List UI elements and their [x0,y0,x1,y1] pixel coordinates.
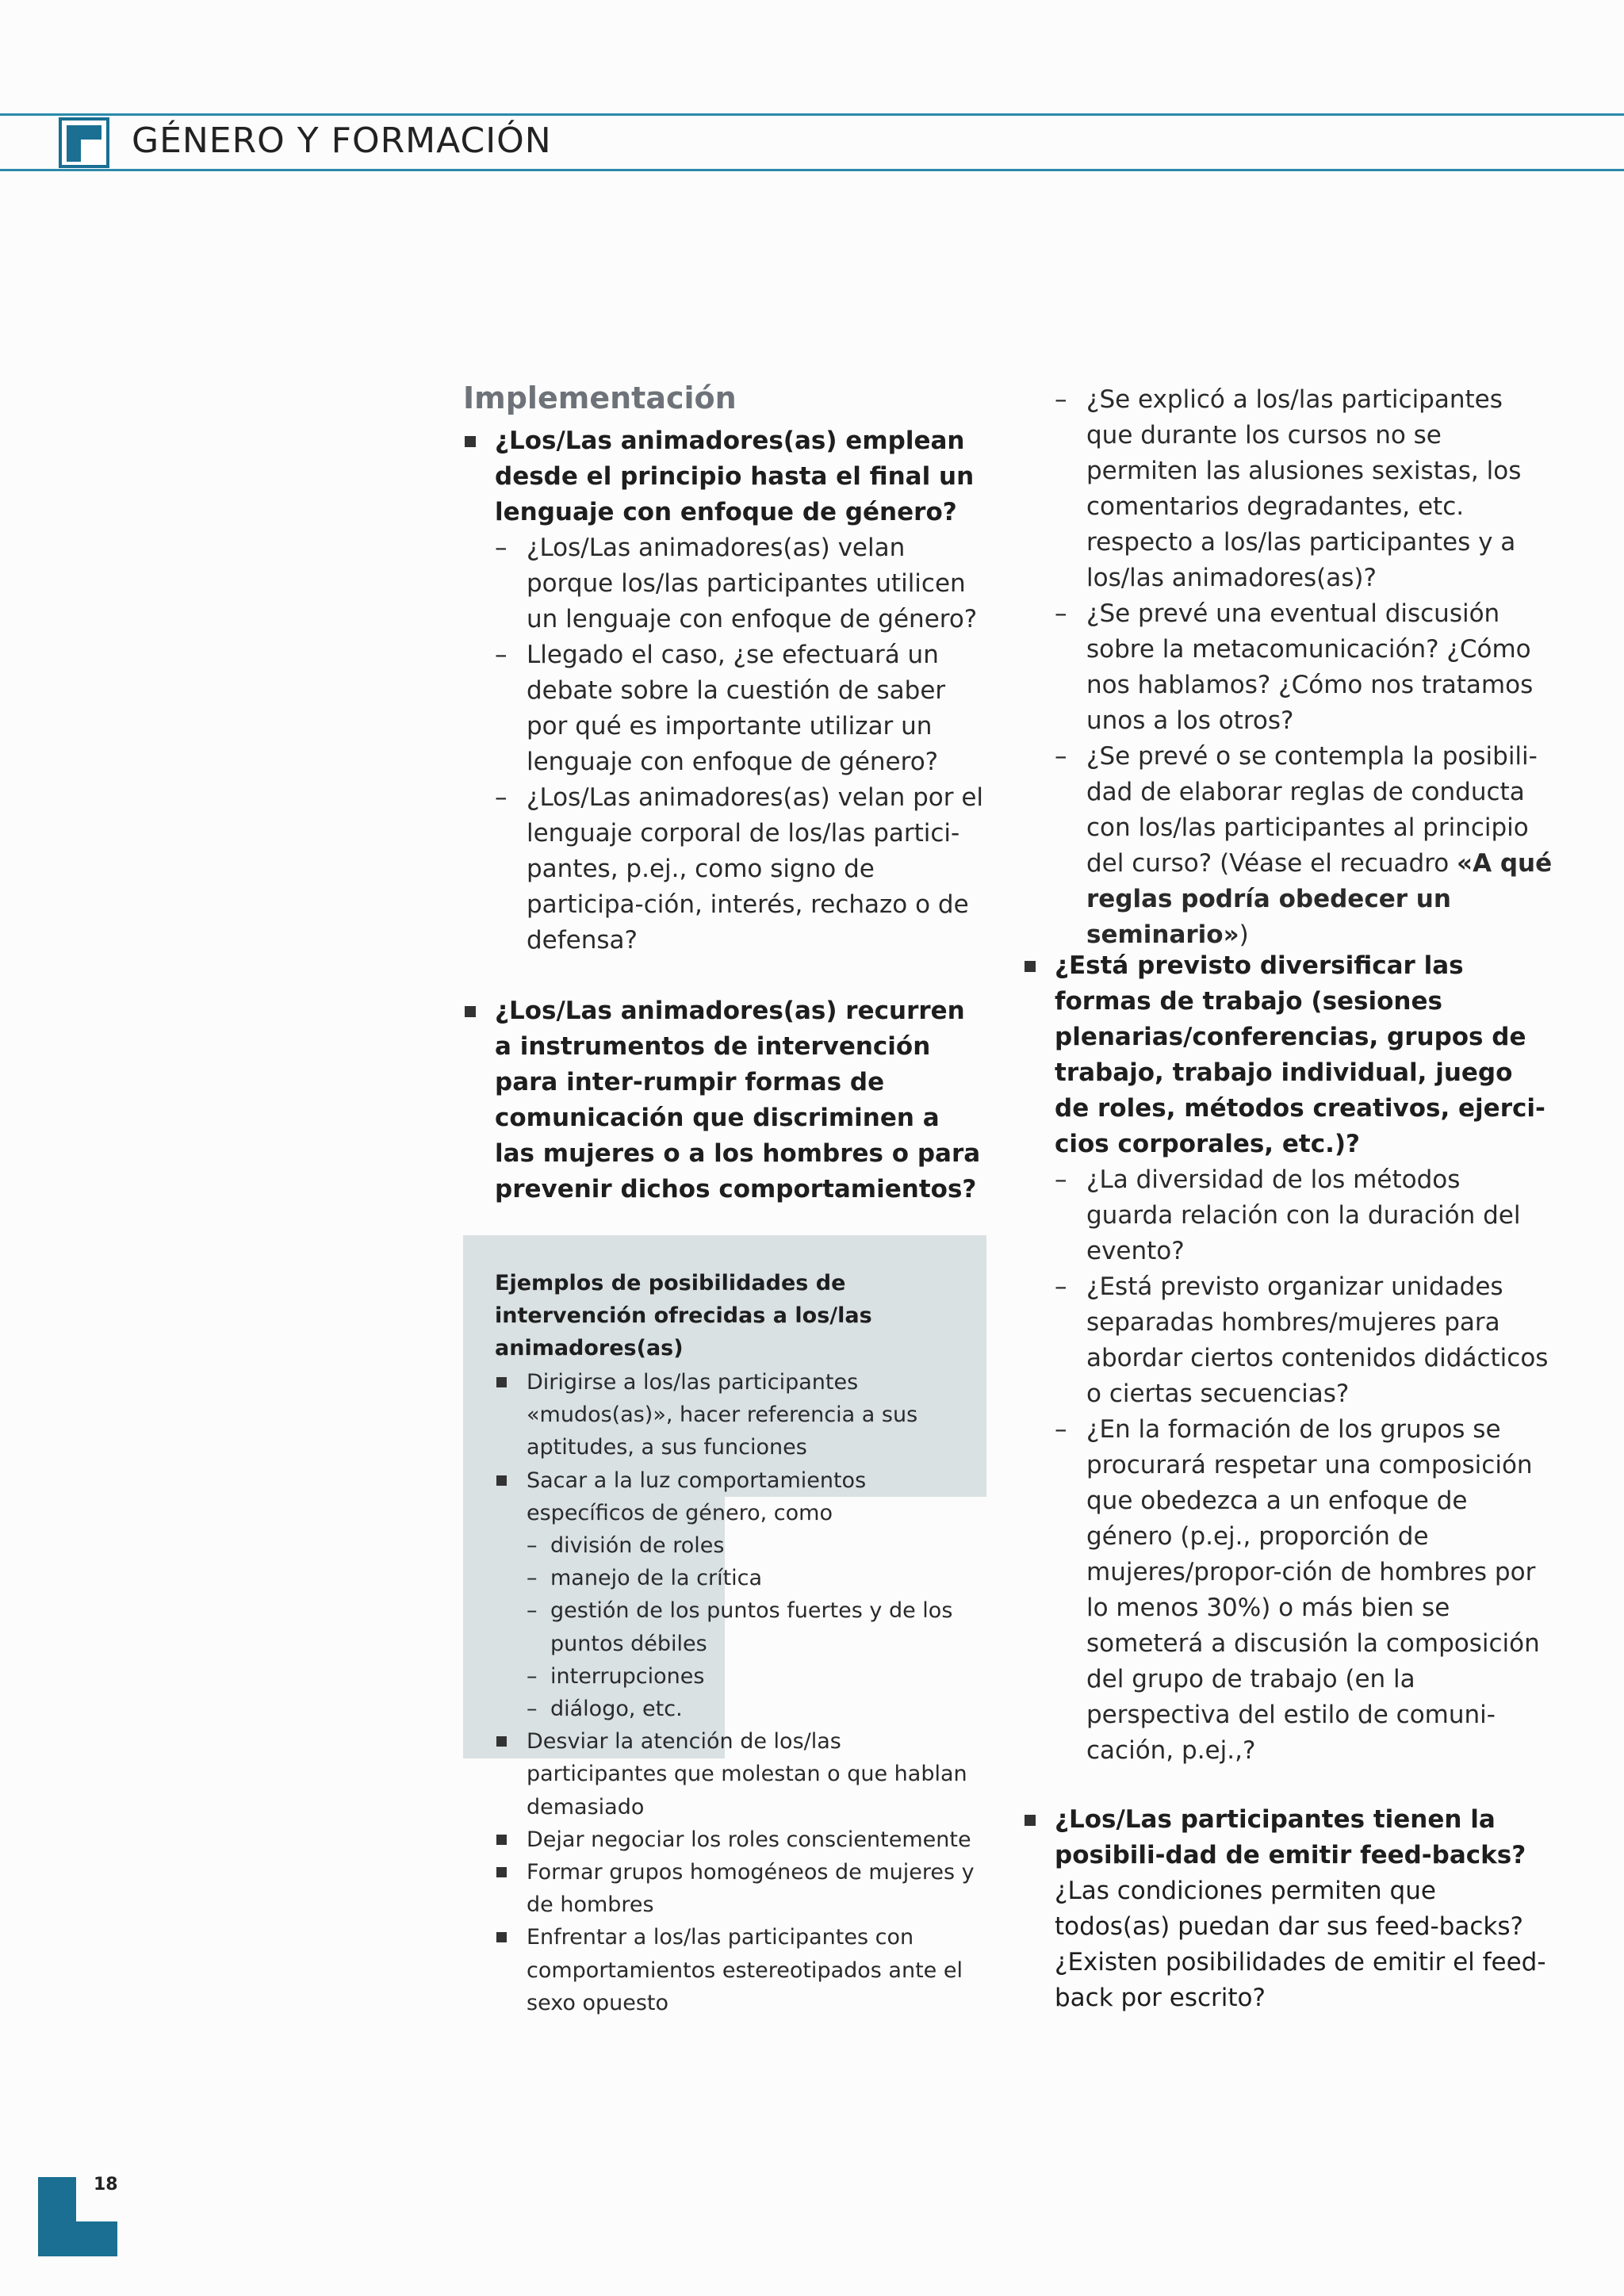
examples-title: Ejemplos de posibilidades de intervención ofrecidas a los/las animadores(as) [495,1271,872,1360]
list-item [495,637,986,780]
section-logo-icon [59,117,109,168]
example-subitem-text: división de roles [550,1533,725,1559]
dash-icon: – [1055,385,1067,414]
list-item-text: ¿En la formación de los grupos se procurará respetar una composición que obedezca a un enfoque de género (p.ej., proporción de mujeres/propor-ción de hombres por lo menos 30%) o más bien se someterá a discusión la composición del grupo de trabajo (en la perspectiva del estilo de comuni-cación, p.ej.,? [1086,1415,1540,1765]
paragraph-text: ¿Las condiciones permiten que todos(as) puedan dar sus feed-backs? [1055,1877,1523,1941]
example-subitem [495,1693,979,1725]
dash-icon: – [495,534,508,562]
example-subitem [495,1562,979,1594]
dash-icon: – [1055,1272,1067,1301]
example-subitem-text: manejo de la crítica [550,1566,763,1591]
example-item-text: Dirigirse a los/las participantes «mudos(as)», hacer referencia a sus aptitudes, a sus funciones [527,1370,918,1460]
header-rule-bottom [0,169,1624,171]
example-item [495,1464,979,1529]
example-item-text: Enfrentar a los/las participantes con comportamientos estereotipados ante el sexo opuesto [527,1925,963,2015]
square-bullet-icon [496,1736,507,1747]
list-item-text: ¿Se prevé o se contempla la posibili-dad de elaborar reglas de conducta con los/las participantes al principio del curso? (Véase el recuadro [1086,742,1538,878]
section-heading: Implementación [463,381,737,415]
dash-icon: – [527,1566,538,1591]
example-subitem-text: interrupciones [550,1663,705,1689]
example-item-text: Sacar a la luz comportamientos específicos de género, como [527,1468,867,1525]
example-item-text: Desviar la atención de los/las participantes que molestan o que hablan demasiado [527,1729,967,1820]
question-block [463,423,986,959]
square-bullet-icon [496,1835,507,1845]
list-item-text: Llegado el caso, ¿se efectuará un debate sobre la cuestión de saber por qué es importante utilizar un lenguaje con enfoque de género? [527,641,946,776]
question-block [1023,1802,1554,2016]
square-bullet-icon [496,1377,507,1387]
dash-icon: – [495,641,508,669]
list-item-text: ¿Los/Las animadores(as) velan porque los/las participantes utilicen un lenguaje con enfoque de género? [527,534,978,633]
dash-icon: – [1055,599,1067,628]
header-title: GÉNERO Y FORMACIÓN [132,121,552,161]
example-item [495,1856,979,1921]
square-bullet-icon [1025,961,1036,972]
list-item-text: ¿Los/Las animadores(as) velan por el lenguaje corporal de los/las partici-pantes, p.ej., como signo de participa-ción, interés, rechazo o de defensa? [527,783,984,955]
list-item [1055,1412,1554,1769]
example-item [495,1823,979,1856]
dash-icon: – [495,783,508,812]
list-item-text: ¿Está previsto organizar unidades separadas hombres/mujeres para abordar ciertos contenidos didácticos o ciertas secuencias? [1086,1272,1549,1408]
paragraph-text: ¿Existen posibilidades de emitir el feed-back por escrito? [1055,1948,1546,2012]
right-column [1055,382,1554,953]
list-item-text: ¿La diversidad de los métodos guarda relación con la duración del evento? [1086,1165,1521,1265]
header-rule-top [0,113,1624,116]
dash-icon: – [527,1533,538,1559]
question-block [463,993,986,1207]
question-text: ¿Los/Las participantes tienen la posibili-dad de emitir feed-backs? [1055,1805,1526,1869]
box-reference-text: «A qué reglas podría obedecer un seminario» [1086,849,1553,949]
dash-icon: – [527,1598,538,1624]
list-item [495,780,986,959]
right-column-lower [1023,948,1554,2016]
square-bullet-icon [496,1932,507,1942]
page-number: 18 [94,2175,118,2195]
dash-icon: – [527,1697,538,1722]
list-item [1055,382,1554,596]
question-subitems [495,530,986,959]
question-block [1023,948,1554,1769]
list-item [1055,1269,1554,1412]
list-item [495,530,986,637]
example-item-text: Formar grupos homogéneos de mujeres y de hombres [527,1860,975,1918]
example-item [495,1366,979,1464]
dash-icon: – [1055,1415,1067,1444]
left-column [463,381,986,1207]
question-text: ¿Los/Las animadores(as) emplean desde el principio hasta el final un lenguaje con enfoque de género? [495,427,975,526]
square-bullet-icon [496,1867,507,1877]
square-bullet-icon [496,1475,507,1486]
square-bullet-icon [465,436,476,447]
example-item [495,1921,979,2019]
question-text: ¿Está previsto diversificar las formas de trabajo (sesiones plenarias/conferencias, grupos de trabajo, trabajo individual, juego de roles, métodos creativos, ejerci-cios corporales, etc.)? [1055,951,1545,1158]
examples-box [495,1267,979,2019]
dash-icon: – [527,1663,538,1689]
example-subitem-text: diálogo, etc. [550,1697,683,1722]
list-item [1055,596,1554,739]
question-text: ¿Los/Las animadores(as) recurren a instrumentos de intervención para inter-rumpir formas de comunicación que discriminen a las mujeres o a los hombres o para prevenir dichos comportamientos? [495,997,981,1203]
list-item-text: ¿Se explicó a los/las participantes que durante los cursos no se permiten las alusiones sexistas, los comentarios degradantes, etc. respecto a los/las participantes y a los/las animadores(as)? [1086,385,1522,592]
list-item [1055,1162,1554,1269]
example-subitem [495,1594,979,1659]
closing-paren: ) [1239,920,1249,949]
example-subitem-text: gestión de los puntos fuertes y de los puntos débiles [550,1598,953,1656]
dash-icon: – [1055,1165,1067,1194]
dash-icon: – [1055,742,1067,771]
example-item-text: Dejar negociar los roles conscientemente [527,1827,971,1852]
list-item-text: ¿Se prevé una eventual discusión sobre la metacomunicación? ¿Cómo nos hablamos? ¿Cómo nos tratamos unos a los otros? [1086,599,1534,735]
square-bullet-icon [1025,1815,1036,1826]
example-item [495,1725,979,1823]
square-bullet-icon [465,1006,476,1017]
example-subitem [495,1660,979,1693]
example-subitem [495,1529,979,1562]
list-item [1055,739,1554,953]
